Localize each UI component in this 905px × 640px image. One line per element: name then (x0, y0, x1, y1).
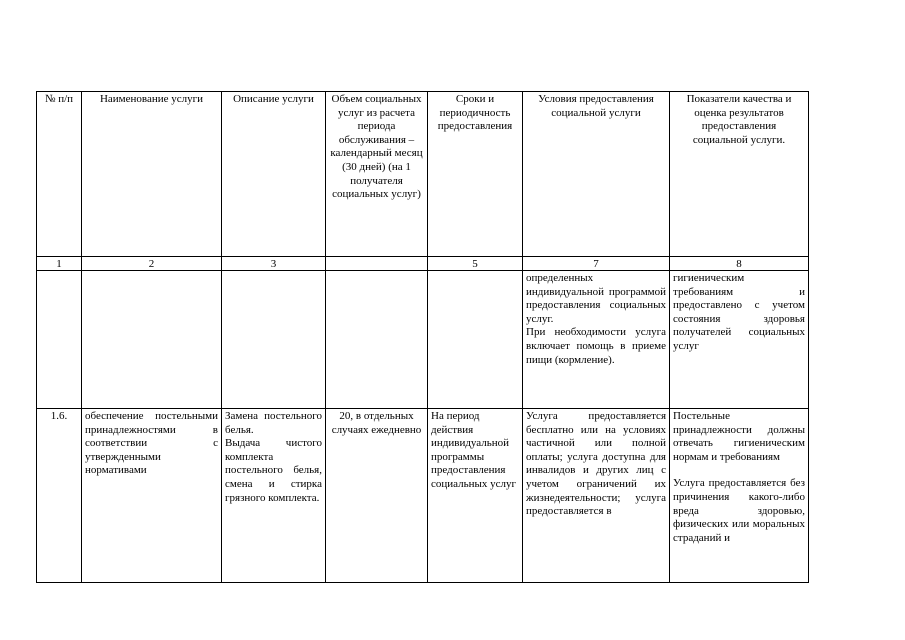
empty-cell (326, 271, 428, 409)
header-conditions: Условия предоставления социальной услуги (523, 92, 670, 257)
column-number: 7 (523, 257, 670, 271)
quality-cell (670, 409, 809, 583)
empty-cell (82, 271, 222, 409)
column-number: 3 (222, 257, 326, 271)
description-text: Замена постельного белья. (225, 410, 322, 436)
description-cell (222, 409, 326, 583)
description-text: Выдача чистого комплекта постельного белья, смена и стирка грязного комплекта. (225, 437, 322, 504)
quality-text: гигиеническим требованиям и предоставлено с учетом состояния здоровья получателей социальных услуг (673, 272, 805, 352)
column-number: 1 (37, 257, 82, 271)
column-number-row (37, 257, 809, 271)
header-row (37, 92, 809, 257)
service-volume: 20, в отдельных случаях ежедневно (326, 409, 428, 583)
conditions-cell (523, 271, 670, 409)
conditions-text: При необходимости услуга включает помощь в приеме пищи (кормление). (526, 326, 666, 366)
service-terms: На период действия индивидуальной программы предоставления социальных услуг (428, 409, 523, 583)
column-number: 2 (82, 257, 222, 271)
column-number (326, 257, 428, 271)
header-service-name: Наименование услуги (82, 92, 222, 257)
header-service-description: Описание услуги (222, 92, 326, 257)
empty-cell (37, 271, 82, 409)
row-number: 1.6. (37, 409, 82, 583)
header-number: № п/п (37, 92, 82, 257)
column-number: 5 (428, 257, 523, 271)
quality-cell (670, 271, 809, 409)
table-row (37, 271, 809, 409)
empty-cell (428, 271, 523, 409)
quality-text: Постельные принадлежности должны отвечать гигиеническим нормам и требованиям (673, 410, 805, 463)
column-number: 8 (670, 257, 809, 271)
header-terms: Сроки и периодичность предоставления (428, 92, 523, 257)
empty-cell (222, 271, 326, 409)
services-table (36, 91, 809, 583)
table-row (37, 409, 809, 583)
quality-text: Услуга предоставляется без причинения какого-либо вреда здоровью, физических или моральных страданий и (673, 477, 805, 544)
service-conditions: Услуга предоставляется бесплатно или на условиях частичной или полной оплаты; услуга доступна для инвалидов и других лиц с учетом ограничений их жизнедеятельности; услуга предоставляется в (523, 409, 670, 583)
header-service-volume: Объем социальных услуг из расчета периода обслуживания – календарный месяц (30 дней) (на 1 получателя социальных услуг) (326, 92, 428, 257)
conditions-text: определенных индивидуальной программой предоставления социальных услуг. (526, 272, 666, 325)
header-quality-indicators: Показатели качества и оценка результатов предоставления социальной услуги. (670, 92, 809, 257)
service-name: обеспечение постельными принадлежностями в соответствии с утвержденными нормативами (82, 409, 222, 583)
